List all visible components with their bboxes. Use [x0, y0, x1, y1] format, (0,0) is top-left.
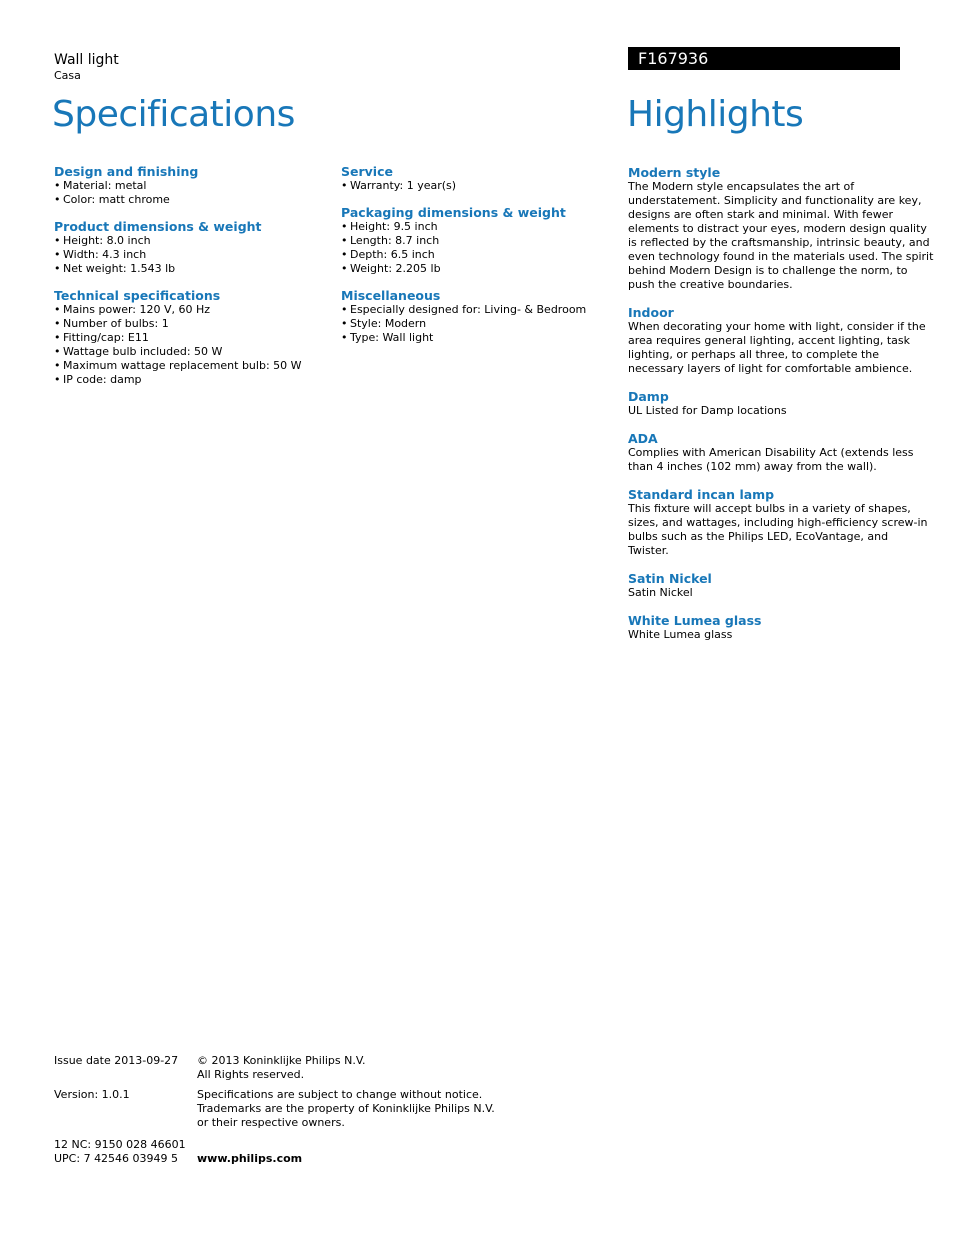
spec-list [341, 179, 611, 193]
spec-item [341, 220, 611, 234]
highlight-text-line: When decorating your home with light, consider if the [628, 320, 926, 333]
spec-item-text: Type: Wall light [350, 331, 434, 344]
product-code: F167936 [638, 49, 709, 68]
spec-item-text: Style: Modern [350, 317, 427, 330]
spec-item-text: Depth: 6.5 inch [350, 248, 435, 261]
spec-item [341, 179, 611, 193]
bullet-icon: • [54, 179, 61, 192]
highlight-text-line: Twister. [628, 544, 669, 557]
spec-item-text: Material: metal [63, 179, 147, 192]
spec-item-text: Fitting/cap: E11 [63, 331, 149, 344]
specs-column-1 [54, 164, 324, 399]
spec-list [54, 179, 324, 207]
highlight-heading: Indoor [628, 305, 674, 320]
highlight-text-line: even technology found in the materials used. The spirit [628, 250, 934, 263]
spec-item-text: Especially designed for: Living- & Bedroom [350, 303, 587, 316]
spec-section-design [54, 164, 324, 207]
spec-item [54, 179, 324, 193]
bullet-icon: • [54, 262, 61, 275]
spec-item [54, 193, 324, 207]
highlight-text-line: push the creative boundaries. [628, 278, 793, 291]
highlights-column [628, 165, 934, 655]
bullet-icon: • [341, 220, 348, 233]
highlight-text-line: lighting, or perhaps all three, to complete the [628, 348, 880, 361]
highlight-text-line: than 4 inches (102 mm) away from the wall). [628, 460, 877, 473]
spec-item [54, 234, 324, 248]
copyright: © 2013 Koninklijke Philips N.V. [197, 1054, 366, 1067]
highlight-text-line: bulbs such as the Philips LED, EcoVantage, and [628, 530, 889, 543]
highlight-text-line: The Modern style encapsulates the art of [628, 180, 855, 193]
highlight-section [628, 165, 934, 292]
bullet-icon: • [54, 193, 61, 206]
spec-item [54, 317, 324, 331]
highlight-section [628, 487, 928, 558]
spec-item-text: Number of bulbs: 1 [63, 317, 169, 330]
spec-item-text: Weight: 2.205 lb [350, 262, 441, 275]
bullet-icon: • [341, 179, 348, 192]
highlight-heading: ADA [628, 431, 658, 446]
spec-item [341, 248, 611, 262]
highlight-section [628, 389, 900, 418]
highlight-text-line: necessary layers of light for comfortable ambience. [628, 362, 913, 375]
philips-website-link[interactable]: www.philips.com [197, 1152, 303, 1165]
highlight-text-line: understatement. Simplicity and functionality are key, [628, 194, 922, 207]
spec-heading: Design and finishing [54, 164, 199, 179]
spec-item [54, 248, 324, 262]
spec-section-technical [54, 288, 324, 387]
upc-number: UPC: 7 42546 03949 5 [54, 1152, 179, 1165]
highlight-text-line: sizes, and wattages, including high-efficiency screw-in [628, 516, 928, 529]
bullet-icon: • [54, 303, 61, 316]
bullet-icon: • [54, 234, 61, 247]
nc-number: 12 NC: 9150 028 46601 [54, 1138, 186, 1151]
spec-list [341, 303, 611, 345]
spec-item-text: Mains power: 120 V, 60 Hz [63, 303, 211, 316]
highlight-text-line: designs are often stark and minimal. With fewer [628, 208, 894, 221]
specifications-title: Specifications [52, 94, 295, 135]
spec-section-dimensions [54, 219, 324, 276]
spec-item-text: Net weight: 1.543 lb [63, 262, 176, 275]
spec-list [341, 220, 611, 276]
spec-item-text: Height: 8.0 inch [63, 234, 151, 247]
highlight-text-line: Complies with American Disability Act (extends less [628, 446, 914, 459]
notice-line-2: Trademarks are the property of Koninklijke Philips N.V. [197, 1102, 495, 1115]
spec-item-text: Length: 8.7 inch [350, 234, 440, 247]
highlights-title: Highlights [627, 94, 804, 135]
highlight-section [628, 613, 900, 642]
spec-item [341, 262, 611, 276]
version: Version: 1.0.1 [54, 1088, 130, 1101]
spec-item [54, 303, 324, 317]
highlight-heading: Damp [628, 389, 669, 404]
spec-item [54, 359, 324, 373]
bullet-icon: • [341, 331, 348, 344]
bullet-icon: • [341, 303, 348, 316]
bullet-icon: • [341, 262, 348, 275]
bullet-icon: • [54, 317, 61, 330]
highlight-heading: Standard incan lamp [628, 487, 775, 502]
spec-section-misc [341, 288, 611, 345]
product-collection: Casa [54, 69, 81, 82]
bullet-icon: • [54, 373, 61, 386]
spec-section-packaging [341, 205, 611, 276]
highlight-section [628, 305, 926, 376]
highlight-text-line: UL Listed for Damp locations [628, 404, 787, 417]
spec-list [54, 234, 324, 276]
rights-reserved: All Rights reserved. [197, 1068, 305, 1081]
spec-heading: Product dimensions & weight [54, 219, 262, 234]
spec-item-text: IP code: damp [63, 373, 142, 386]
specs-column-2 [341, 164, 611, 357]
spec-list [54, 303, 324, 387]
spec-item [341, 331, 611, 345]
highlight-text-line: behind Modern Design is to challenge the norm, to [628, 264, 908, 277]
highlight-text-line: Satin Nickel [628, 586, 693, 599]
spec-item [341, 234, 611, 248]
bullet-icon: • [54, 345, 61, 358]
highlight-text-line: elements to distract your eyes, modern design quality [628, 222, 927, 235]
spec-item-text: Width: 4.3 inch [63, 248, 147, 261]
highlight-text-line: is reflected by the craftsmanship, intrinsic beauty, and [628, 236, 930, 249]
bullet-icon: • [341, 248, 348, 261]
highlight-text-line: area requires general lighting, accent lighting, task [628, 334, 910, 347]
spec-item-text: Color: matt chrome [63, 193, 170, 206]
spec-item [54, 345, 324, 359]
highlight-heading: Satin Nickel [628, 571, 712, 586]
highlight-text-line: This fixture will accept bulbs in a variety of shapes, [628, 502, 911, 515]
spec-item-text: Warranty: 1 year(s) [350, 179, 457, 192]
spec-heading: Technical specifications [54, 288, 221, 303]
bullet-icon: • [54, 359, 61, 372]
notice-line-3: or their respective owners. [197, 1116, 345, 1129]
product-code-bar [628, 47, 900, 70]
spec-item [54, 373, 324, 387]
bullet-icon: • [54, 331, 61, 344]
spec-item [54, 331, 324, 345]
highlight-heading: Modern style [628, 165, 721, 180]
highlight-section [628, 431, 914, 474]
spec-heading: Miscellaneous [341, 288, 441, 303]
spec-item [341, 303, 611, 317]
spec-heading: Service [341, 164, 393, 179]
spec-item [54, 262, 324, 276]
product-type: Wall light [54, 52, 119, 68]
bullet-icon: • [54, 248, 61, 261]
highlight-heading: White Lumea glass [628, 613, 762, 628]
bullet-icon: • [341, 317, 348, 330]
spec-item-text: Wattage bulb included: 50 W [63, 345, 223, 358]
spec-section-service [341, 164, 611, 193]
notice-line-1: Specifications are subject to change without notice. [197, 1088, 483, 1101]
highlight-text-line: White Lumea glass [628, 628, 733, 641]
spec-item [341, 317, 611, 331]
spec-item-text: Maximum wattage replacement bulb: 50 W [63, 359, 302, 372]
issue-date: Issue date 2013-09-27 [54, 1054, 179, 1067]
bullet-icon: • [341, 234, 348, 247]
spec-item-text: Height: 9.5 inch [350, 220, 438, 233]
highlight-section [628, 571, 900, 600]
spec-heading: Packaging dimensions & weight [341, 205, 566, 220]
